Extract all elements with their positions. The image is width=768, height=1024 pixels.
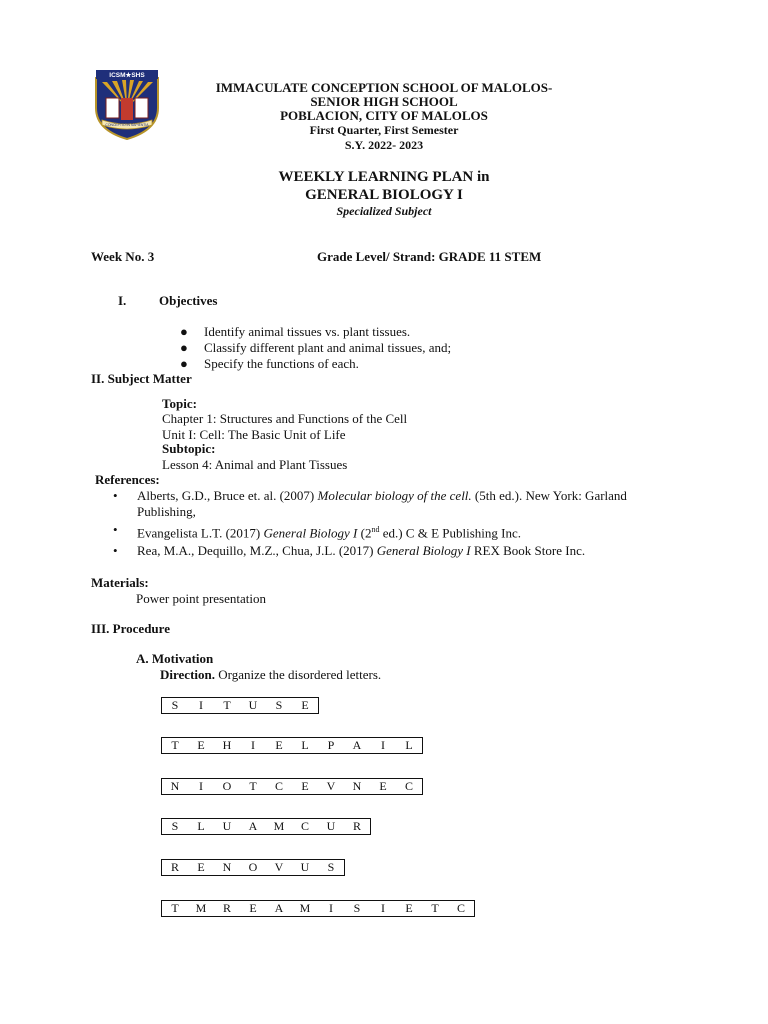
puzzle-letter: T (249, 779, 257, 793)
puzzle-letter: L (197, 819, 205, 833)
subtopic-label: Subtopic: (162, 441, 216, 456)
topic-label: Topic: (162, 396, 197, 411)
puzzle-letter: C (274, 779, 283, 793)
plan-title-line2: GENERAL BIOLOGY I (305, 187, 463, 203)
puzzle-letter: H (222, 738, 232, 752)
motivation-heading: A. Motivation (136, 651, 214, 666)
puzzle-letter: V (274, 860, 284, 874)
direction-line (160, 667, 381, 683)
puzzle-letter: O (222, 779, 232, 793)
puzzle-letter: S (171, 819, 179, 833)
puzzle-letter: S (327, 860, 335, 874)
puzzle-letter: E (379, 779, 387, 793)
school-address: POBLACION, CITY OF MALOLOS (280, 108, 488, 123)
puzzle-letter: A (352, 738, 362, 752)
objective-text: Classify different plant and animal tissues, and; (204, 340, 452, 355)
puzzle-letter: U (326, 819, 336, 833)
direction-label: Direction. (160, 667, 215, 682)
materials-heading: Materials: (91, 575, 149, 590)
objectives-list (180, 324, 600, 372)
reference-publisher: REX Book Store Inc. (470, 543, 586, 559)
plan-title-line1: WEEKLY LEARNING PLAN in (278, 169, 490, 185)
reference-item (113, 522, 673, 541)
puzzle-letter: U (248, 698, 258, 712)
puzzle-letter: I (251, 738, 255, 752)
puzzle-letter: S (275, 698, 283, 712)
puzzle-letter: A (248, 819, 258, 833)
puzzle-letter: R (170, 860, 179, 874)
objective-item (180, 340, 600, 356)
puzzle-letter: T (171, 738, 179, 752)
puzzle-letter: O (248, 860, 258, 874)
school-name-line2: SENIOR HIGH SCHOOL (310, 94, 458, 109)
puzzle-letter: N (170, 779, 180, 793)
objective-item (180, 356, 600, 372)
puzzle-letter: I (199, 698, 203, 712)
bullet-icon: • (113, 543, 118, 559)
puzzle-letter: N (222, 860, 232, 874)
plan-subtitle: Specialized Subject (336, 204, 432, 218)
references-list (113, 488, 673, 559)
puzzle-letter: T (223, 698, 231, 712)
puzzle-letter: C (404, 779, 413, 793)
letter-puzzle (161, 859, 345, 876)
bullet-icon: ● (180, 340, 188, 355)
bullet-icon: • (113, 522, 118, 537)
puzzle-letter: I (381, 901, 385, 915)
puzzle-letter: I (381, 738, 385, 752)
reference-edition: (2 (357, 525, 372, 541)
bullet-icon: ● (180, 324, 188, 339)
puzzle-letter: A (274, 901, 284, 915)
reference-edition-sup: nd (371, 525, 380, 534)
grade-level: Grade Level/ Strand: GRADE 11 STEM (317, 249, 542, 264)
puzzle-letter: L (405, 738, 413, 752)
letter-puzzle (161, 737, 423, 754)
objective-item (180, 324, 600, 340)
puzzle-letter: T (431, 901, 439, 915)
objectives-number: I. (118, 293, 127, 308)
reference-item (113, 488, 673, 520)
subject-matter-heading: II. Subject Matter (91, 371, 192, 386)
puzzle-letter: R (222, 901, 231, 915)
reference-title: General Biology I (263, 525, 358, 541)
puzzle-letter: E (301, 698, 309, 712)
puzzle-letter: I (199, 779, 203, 793)
week-number: Week No. 3 (91, 249, 155, 264)
puzzle-letter: M (299, 901, 311, 915)
reference-item (113, 543, 673, 559)
reference-publisher: (5th ed.). New York: Garland Publishing, (137, 488, 627, 519)
puzzle-letter: U (222, 819, 232, 833)
reference-author: Alberts, G.D., Bruce et. al. (2007) (137, 488, 318, 503)
puzzle-letter: S (171, 698, 179, 712)
subtopic-value: Lesson 4: Animal and Plant Tissues (162, 457, 348, 472)
topic-line: Unit I: Cell: The Basic Unit of Life (162, 427, 346, 442)
logo-text: ICSM★SHS (109, 72, 145, 79)
puzzle-letter: N (352, 779, 362, 793)
objective-text: Specify the functions of each. (204, 356, 359, 371)
puzzle-letter: E (275, 738, 283, 752)
topic-line: Chapter 1: Structures and Functions of the Cell (162, 411, 408, 426)
reference-publisher: ed.) C & E Publishing Inc. (379, 525, 521, 541)
puzzle-letter: U (300, 860, 310, 874)
puzzle-letter: E (197, 860, 205, 874)
puzzle-letter: M (195, 901, 207, 915)
letter-puzzle (161, 778, 423, 795)
puzzle-letter: E (405, 901, 413, 915)
objective-text: Identify animal tissues vs. plant tissues. (204, 324, 411, 339)
puzzle-letter: I (329, 901, 333, 915)
school-term: First Quarter, First Semester (309, 123, 459, 137)
school-name-line1: IMMACULATE CONCEPTION SCHOOL OF MALOLOS- (215, 80, 553, 95)
puzzle-letter: S (353, 901, 361, 915)
reference-author: Evangelista L.T. (2017) (137, 525, 264, 541)
puzzle-letter: R (352, 819, 361, 833)
objectives-heading: Objectives (159, 293, 218, 308)
reference-title: Molecular biology of the cell. (317, 488, 472, 503)
materials-value: Power point presentation (136, 591, 266, 606)
direction-text: Organize the disordered letters. (215, 667, 382, 682)
reference-title: General Biology I (376, 543, 471, 559)
bullet-icon: ● (180, 356, 188, 371)
procedure-heading: III. Procedure (91, 621, 170, 636)
bullet-icon: • (113, 488, 118, 503)
logo-banner: CONCEPTIO IN SAPIENTIA (105, 123, 149, 127)
reference-author: Rea, M.A., Dequillo, M.Z., Chua, J.L. (2017) (137, 543, 377, 559)
puzzle-letter: P (327, 738, 335, 752)
puzzle-letter: V (326, 779, 336, 793)
puzzle-letter: L (301, 738, 309, 752)
letter-puzzle (161, 900, 475, 917)
puzzle-letter: T (171, 901, 179, 915)
puzzle-letter: M (273, 819, 285, 833)
puzzle-letter: E (249, 901, 257, 915)
puzzle-letter: E (301, 779, 309, 793)
puzzle-letter: E (197, 738, 205, 752)
letter-puzzle (161, 818, 371, 835)
school-year: S.Y. 2022- 2023 (344, 138, 424, 152)
letter-puzzle (161, 697, 319, 714)
puzzle-letter: C (300, 819, 309, 833)
references-heading: References: (95, 472, 160, 487)
puzzle-letter: C (456, 901, 465, 915)
